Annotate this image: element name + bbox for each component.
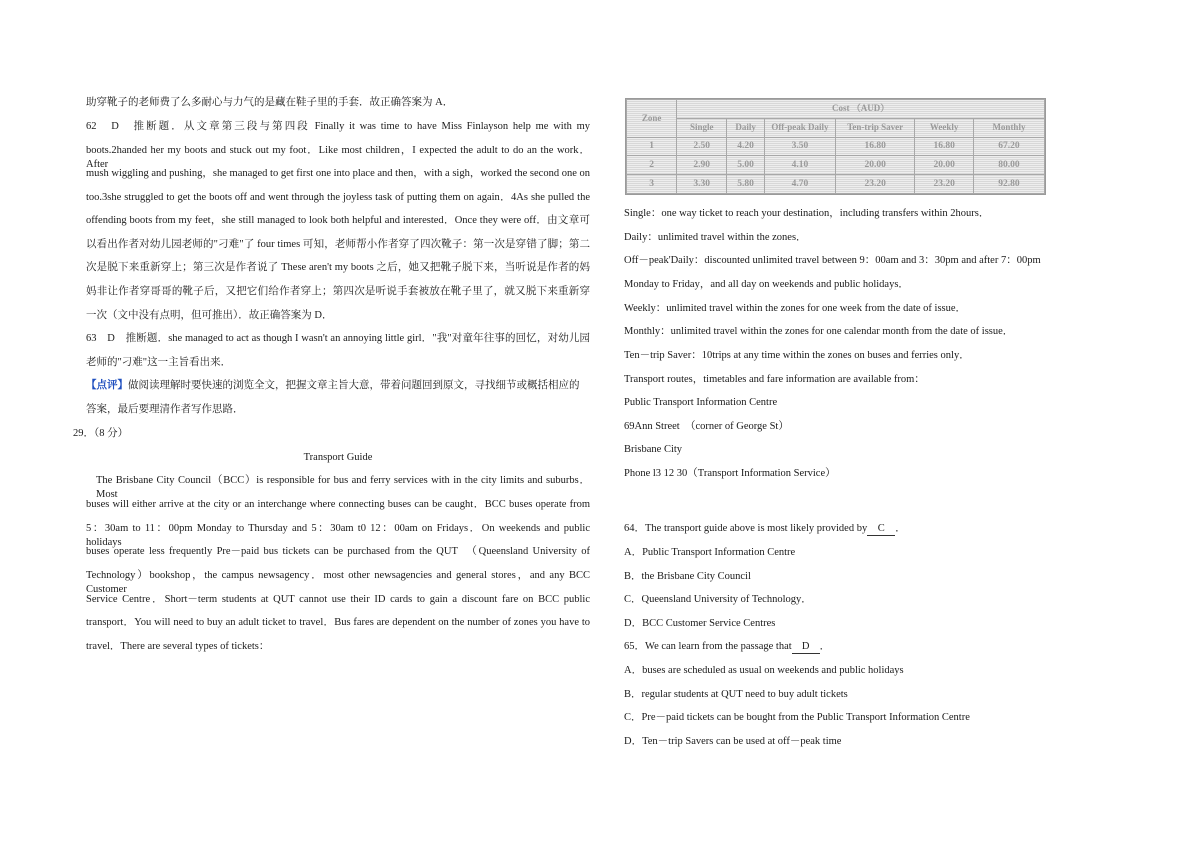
passage-title: Transport Guide xyxy=(303,452,373,463)
ticket-description: Off－peak'Daily：discounted unlimited travel between 9：00am and 3：30pm and after 7：00pm xyxy=(624,255,1041,266)
text-line: 老师的"刁难"这一主旨看出来． xyxy=(86,357,232,368)
comment-tag: 【点评】 xyxy=(86,380,128,391)
table-cell: 3.30 xyxy=(677,175,727,194)
question-text: 64．The transport guide above is most likely provided by xyxy=(624,523,868,534)
info-line: 69Ann Street （corner of George St） xyxy=(624,421,789,432)
ticket-description: Ten－trip Saver：10trips at any time within the zones on buses and ferries only． xyxy=(624,350,970,361)
table-cell: 2 xyxy=(627,156,677,175)
table-cell: 3.50 xyxy=(764,137,835,156)
table-cell: 1 xyxy=(627,137,677,156)
table-cell: 2.50 xyxy=(677,137,727,156)
passage-line: buses operate less frequently Pre－paid bus tickets can be purchased from the QUT （Queensland University of xyxy=(86,546,590,557)
column-header: Weekly xyxy=(915,118,974,137)
table-cell: 23.20 xyxy=(835,175,914,194)
table-row xyxy=(627,175,1045,194)
info-line: Transport routes，timetables and fare information are available from： xyxy=(624,374,925,385)
column-header: Daily xyxy=(727,118,765,137)
table-cell: 23.20 xyxy=(915,175,974,194)
column-header: Off-peak Daily xyxy=(764,118,835,137)
comment-text: 做阅读理解时要快速的浏览全文，把握文章主旨大意，带着问题回到原文，寻找细节或概括相应的 xyxy=(128,380,580,391)
table-row xyxy=(627,156,1045,175)
answer-blank: D xyxy=(792,641,820,654)
passage-line: Service Centre．Short－term students at QUT cannot use their ID cards to gain a discount fare on BCC public xyxy=(86,594,590,605)
text-line: too.3she struggled to get the boots off and went through the joyless task of putting them on again．4As she pulled the xyxy=(86,192,590,203)
text-line: 62 D 推断题．从文章第三段与第四段 Finally it was time to have Miss Finlayson help me with my xyxy=(86,121,590,132)
option-d: D．Ten－trip Savers can be used at off－peak time xyxy=(624,736,842,747)
ticket-description: Single：one way ticket to reach your destination，including transfers within 2hours． xyxy=(624,208,990,219)
passage-line: 5：30am to 11：00pm Monday to Thursday and 5：30am t0 12：00am on Fridays．On weekends and public holidays xyxy=(86,523,590,548)
table-cell: 20.00 xyxy=(915,156,974,175)
text-line: offending boots from my feet，she still managed to look both helpful and interested．Once they were off．由文章可 xyxy=(86,215,590,226)
option-c: C．Pre－paid tickets can be bought from the Public Transport Information Centre xyxy=(624,712,970,723)
option-a: A．Public Transport Information Centre xyxy=(624,547,796,558)
text-line: mush wiggling and pushing，she managed to get first one into place and then，with a sigh，worked the second one on xyxy=(86,168,590,179)
text-line: 妈非让作者穿哥哥的靴子后，又把它们给作者穿上；第四次是听说手套被放在靴子里了，就又脱下来重新穿 xyxy=(86,286,590,297)
passage-line: transport．You will need to buy an adult ticket to travel．Bus fares are dependent on the number of zones you have to xyxy=(86,617,590,628)
answer-blank: C xyxy=(867,523,895,536)
ticket-description: Monday to Friday，and all day on weekends and public holidays． xyxy=(624,279,909,290)
question-period: ． xyxy=(819,641,831,652)
question-number: 29．（8 分） xyxy=(73,428,129,439)
option-b: B．the Brisbane City Council xyxy=(624,571,751,582)
option-a: A．buses are scheduled as usual on weekends and public holidays xyxy=(624,665,904,676)
table-cell: 92.80 xyxy=(973,175,1044,194)
passage-line: The Brisbane City Council（BCC）is responsible for bus and ferry services with in the city limits and suburbs．Most xyxy=(96,475,590,500)
column-header: Monthly xyxy=(973,118,1044,137)
question-period: ． xyxy=(895,523,906,534)
option-b: B．regular students at QUT need to buy adult tickets xyxy=(624,689,848,700)
passage-line: travel．There are several types of tickets： xyxy=(86,641,270,652)
table-cell: 67.20 xyxy=(973,137,1044,156)
zone-header: Zone xyxy=(627,100,677,138)
table-cell: 4.70 xyxy=(764,175,835,194)
table-cell: 5.80 xyxy=(727,175,765,194)
passage-line: buses will either arrive at the city or an interchange where connecting buses can be caught．BCC buses operate from xyxy=(86,499,590,510)
question-text: 65．We can learn from the passage that xyxy=(624,641,792,652)
table-cell: 80.00 xyxy=(973,156,1044,175)
info-line: Public Transport Information Centre xyxy=(624,397,778,408)
text-line: 次是脱下来重新穿上；第三次是作者说了 These aren't my boots 之后，她又把靴子脱下来，当听说是作者的妈 xyxy=(86,262,590,273)
cost-header: Cost （AUD） xyxy=(677,100,1045,119)
option-c: C．Queensland University of Technology． xyxy=(624,594,812,605)
ticket-description: Daily：unlimited travel within the zones． xyxy=(624,232,807,243)
text-line: 助穿靴子的老师费了么多耐心与力气的是藏在鞋子里的手套．故正确答案为 A． xyxy=(86,97,454,108)
text-line: 一次（文中没有点明，但可推出）．故正确答案为 D． xyxy=(86,310,333,321)
option-d: D．BCC Customer Service Centres xyxy=(624,618,776,629)
table-cell: 5.00 xyxy=(727,156,765,175)
table-cell: 2.90 xyxy=(677,156,727,175)
fare-table xyxy=(625,98,1046,195)
table-cell: 4.10 xyxy=(764,156,835,175)
table-cell: 3 xyxy=(627,175,677,194)
table-cell: 20.00 xyxy=(835,156,914,175)
table-row xyxy=(627,137,1045,156)
table-cell: 4.20 xyxy=(727,137,765,156)
question-65 xyxy=(624,640,1054,654)
info-line: Phone l3 12 30（Transport Information Service） xyxy=(624,468,836,479)
table-cell: 16.80 xyxy=(835,137,914,156)
text-line: boots.2handed her my boots and stuck out my foot．Like most children，I expected the adult to do an the work．After xyxy=(86,145,590,170)
table-cell: 16.80 xyxy=(915,137,974,156)
column-header: Ten-trip Saver xyxy=(835,118,914,137)
ticket-description: Monthly：unlimited travel within the zones for one calendar month from the date of issue． xyxy=(624,326,1014,337)
passage-line: Technology）bookshop，the campus newsagency．most other newsagencies and general stores，and any BCC Customer xyxy=(86,570,590,595)
question-64 xyxy=(624,522,1054,536)
ticket-description: Weekly：unlimited travel within the zones for one week from the date of issue． xyxy=(624,303,967,314)
text-line: 以看出作者对幼儿园老师的"刁难"了 four times 可知，老师帮小作者穿了四次靴子：第一次是穿错了脚；第二 xyxy=(86,239,590,250)
info-line: Brisbane City xyxy=(624,444,683,455)
column-header: Single xyxy=(677,118,727,137)
comment-line-2: 答案，最后要理清作者写作思路． xyxy=(86,404,244,415)
comment-line xyxy=(86,379,590,393)
text-line: 63 D 推断题．she managed to act as though I wasn't an annoying little girl．"我"对童年往事的回忆，对幼儿园 xyxy=(86,333,590,344)
